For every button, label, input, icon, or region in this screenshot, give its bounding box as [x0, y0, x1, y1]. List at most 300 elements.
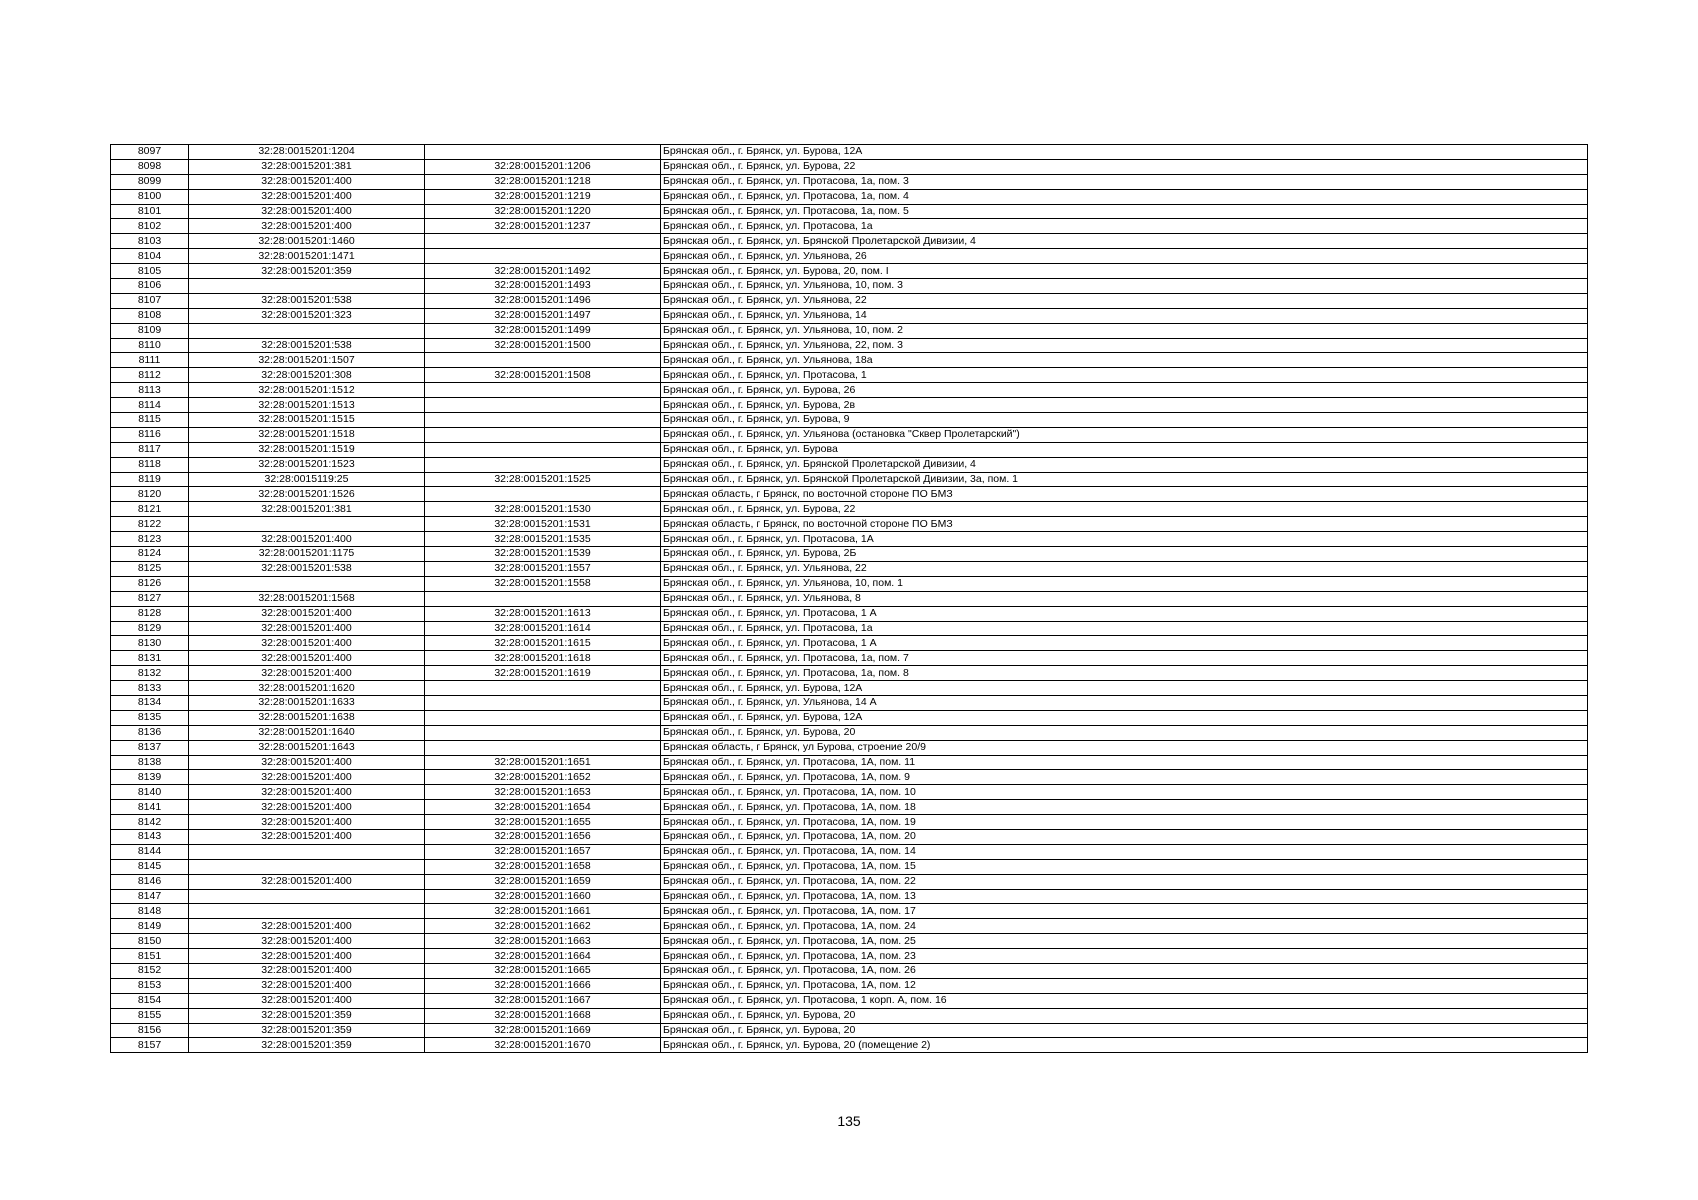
land-cadastral-number-cell: 32:28:0015201:359	[189, 1008, 425, 1023]
table-row	[111, 1038, 1588, 1053]
table-row	[111, 725, 1588, 740]
row-number-cell: 8120	[111, 487, 189, 502]
address-cell: Брянская обл., г. Брянск, ул. Протасова, 1А, пом. 15	[661, 859, 1588, 874]
address-cell: Брянская обл., г. Брянск, ул. Протасова, 1А, пом. 19	[661, 815, 1588, 830]
land-cadastral-number-cell: 32:28:0015201:400	[189, 636, 425, 651]
address-cell: Брянская обл., г. Брянск, ул. Протасова, 1А, пом. 14	[661, 844, 1588, 859]
land-cadastral-number-cell: 32:28:0015201:400	[189, 755, 425, 770]
address-cell: Брянская обл., г. Брянск, ул. Протасова, 1 А	[661, 636, 1588, 651]
land-cadastral-number-cell: 32:28:0015201:359	[189, 1023, 425, 1038]
table-row	[111, 353, 1588, 368]
row-number-cell: 8116	[111, 427, 189, 442]
table-row	[111, 919, 1588, 934]
row-number-cell: 8157	[111, 1038, 189, 1053]
land-cadastral-number-cell: 32:28:0015201:538	[189, 293, 425, 308]
table-row	[111, 398, 1588, 413]
land-cadastral-number-cell: 32:28:0015201:400	[189, 874, 425, 889]
row-number-cell: 8145	[111, 859, 189, 874]
object-cadastral-number-cell: 32:28:0015201:1619	[425, 666, 661, 681]
object-cadastral-number-cell: 32:28:0015201:1557	[425, 561, 661, 576]
address-cell: Брянская обл., г. Брянск, ул. Протасова, 1а, пом. 4	[661, 189, 1588, 204]
object-cadastral-number-cell: 32:28:0015201:1531	[425, 517, 661, 532]
address-cell: Брянская обл., г. Брянск, ул. Брянской Пролетарской Дивизии, 4	[661, 234, 1588, 249]
table-row	[111, 636, 1588, 651]
row-number-cell: 8153	[111, 978, 189, 993]
address-cell: Брянская обл., г. Брянск, ул. Бурова, 12А	[661, 145, 1588, 160]
land-cadastral-number-cell: 32:28:0015201:359	[189, 264, 425, 279]
land-cadastral-number-cell: 32:28:0015201:538	[189, 338, 425, 353]
row-number-cell: 8132	[111, 666, 189, 681]
object-cadastral-number-cell	[425, 725, 661, 740]
table-row	[111, 293, 1588, 308]
row-number-cell: 8122	[111, 517, 189, 532]
table-row	[111, 204, 1588, 219]
address-cell: Брянская обл., г. Брянск, ул. Протасова, 1А, пом. 26	[661, 963, 1588, 978]
land-cadastral-number-cell: 32:28:0015201:1513	[189, 398, 425, 413]
table-row	[111, 904, 1588, 919]
object-cadastral-number-cell: 32:28:0015201:1615	[425, 636, 661, 651]
land-cadastral-number-cell: 32:28:0015201:1568	[189, 591, 425, 606]
object-cadastral-number-cell: 32:28:0015201:1651	[425, 755, 661, 770]
table-row	[111, 368, 1588, 383]
table-row	[111, 800, 1588, 815]
table-row	[111, 770, 1588, 785]
land-cadastral-number-cell: 32:28:0015201:1643	[189, 740, 425, 755]
table-row	[111, 249, 1588, 264]
address-cell: Брянская обл., г. Брянск, ул. Протасова, 1А, пом. 22	[661, 874, 1588, 889]
table-row	[111, 859, 1588, 874]
object-cadastral-number-cell: 32:28:0015201:1496	[425, 293, 661, 308]
land-cadastral-number-cell: 32:28:0015201:1638	[189, 710, 425, 725]
row-number-cell: 8137	[111, 740, 189, 755]
object-cadastral-number-cell	[425, 398, 661, 413]
address-cell: Брянская обл., г. Брянск, ул. Протасова, 1А, пом. 13	[661, 889, 1588, 904]
row-number-cell: 8097	[111, 145, 189, 160]
row-number-cell: 8156	[111, 1023, 189, 1038]
row-number-cell: 8152	[111, 963, 189, 978]
land-cadastral-number-cell: 32:28:0015201:400	[189, 993, 425, 1008]
address-cell: Брянская обл., г. Брянск, ул. Бурова, 2Б	[661, 547, 1588, 562]
land-cadastral-number-cell	[189, 279, 425, 294]
table-row	[111, 755, 1588, 770]
object-cadastral-number-cell	[425, 145, 661, 160]
address-cell: Брянская обл., г. Брянск, ул. Протасова, 1А, пом. 24	[661, 919, 1588, 934]
land-cadastral-number-cell: 32:28:0015201:1526	[189, 487, 425, 502]
row-number-cell: 8155	[111, 1008, 189, 1023]
address-cell: Брянская обл., г. Брянск, ул. Ульянова, 22	[661, 293, 1588, 308]
row-number-cell: 8128	[111, 606, 189, 621]
row-number-cell: 8124	[111, 547, 189, 562]
object-cadastral-number-cell: 32:28:0015201:1530	[425, 502, 661, 517]
row-number-cell: 8107	[111, 293, 189, 308]
land-cadastral-number-cell: 32:28:0015201:400	[189, 815, 425, 830]
address-cell: Брянская обл., г. Брянск, ул. Ульянова, 26	[661, 249, 1588, 264]
row-number-cell: 8109	[111, 323, 189, 338]
object-cadastral-number-cell: 32:28:0015201:1493	[425, 279, 661, 294]
object-cadastral-number-cell	[425, 427, 661, 442]
object-cadastral-number-cell: 32:28:0015201:1618	[425, 651, 661, 666]
object-cadastral-number-cell: 32:28:0015201:1659	[425, 874, 661, 889]
land-cadastral-number-cell: 32:28:0015201:1515	[189, 413, 425, 428]
row-number-cell: 8115	[111, 413, 189, 428]
object-cadastral-number-cell: 32:28:0015201:1237	[425, 219, 661, 234]
row-number-cell: 8133	[111, 681, 189, 696]
land-cadastral-number-cell: 32:28:0015201:359	[189, 1038, 425, 1053]
table-row	[111, 189, 1588, 204]
object-cadastral-number-cell	[425, 695, 661, 710]
land-cadastral-number-cell: 32:28:0015119:25	[189, 472, 425, 487]
land-cadastral-number-cell	[189, 889, 425, 904]
land-cadastral-number-cell: 32:28:0015201:400	[189, 606, 425, 621]
land-cadastral-number-cell: 32:28:0015201:1518	[189, 427, 425, 442]
row-number-cell: 8140	[111, 785, 189, 800]
object-cadastral-number-cell: 32:28:0015201:1508	[425, 368, 661, 383]
address-cell: Брянская обл., г. Брянск, ул. Протасова, 1а, пом. 5	[661, 204, 1588, 219]
address-cell: Брянская обл., г. Брянск, ул. Протасова, 1А, пом. 9	[661, 770, 1588, 785]
row-number-cell: 8099	[111, 174, 189, 189]
row-number-cell: 8102	[111, 219, 189, 234]
land-cadastral-number-cell: 32:28:0015201:400	[189, 666, 425, 681]
address-cell: Брянская обл., г. Брянск, ул. Ульянова, 10, пом. 1	[661, 576, 1588, 591]
table-row	[111, 561, 1588, 576]
table-row	[111, 219, 1588, 234]
address-cell: Брянская обл., г. Брянск, ул. Бурова, 12А	[661, 710, 1588, 725]
object-cadastral-number-cell	[425, 383, 661, 398]
address-cell: Брянская обл., г. Брянск, ул. Протасова, 1А, пом. 23	[661, 949, 1588, 964]
row-number-cell: 8129	[111, 621, 189, 636]
address-cell: Брянская обл., г. Брянск, ул. Протасова, 1	[661, 368, 1588, 383]
object-cadastral-number-cell: 32:28:0015201:1667	[425, 993, 661, 1008]
object-cadastral-number-cell: 32:28:0015201:1668	[425, 1008, 661, 1023]
table-row	[111, 338, 1588, 353]
table-row	[111, 159, 1588, 174]
land-cadastral-number-cell: 32:28:0015201:381	[189, 159, 425, 174]
table-row	[111, 442, 1588, 457]
land-cadastral-number-cell: 32:28:0015201:400	[189, 621, 425, 636]
row-number-cell: 8098	[111, 159, 189, 174]
address-cell: Брянская обл., г. Брянск, ул. Протасова, 1А, пом. 12	[661, 978, 1588, 993]
address-cell: Брянская обл., г. Брянск, ул. Бурова, 9	[661, 413, 1588, 428]
land-cadastral-number-cell: 32:28:0015201:400	[189, 204, 425, 219]
row-number-cell: 8111	[111, 353, 189, 368]
land-cadastral-number-cell: 32:28:0015201:400	[189, 189, 425, 204]
land-cadastral-number-cell: 32:28:0015201:1512	[189, 383, 425, 398]
land-cadastral-number-cell: 32:28:0015201:1507	[189, 353, 425, 368]
row-number-cell: 8103	[111, 234, 189, 249]
land-cadastral-number-cell: 32:28:0015201:1519	[189, 442, 425, 457]
row-number-cell: 8127	[111, 591, 189, 606]
row-number-cell: 8125	[111, 561, 189, 576]
address-cell: Брянская обл., г. Брянск, ул. Протасова, 1А, пом. 18	[661, 800, 1588, 815]
table-row	[111, 591, 1588, 606]
land-cadastral-number-cell: 32:28:0015201:400	[189, 770, 425, 785]
land-cadastral-number-cell	[189, 844, 425, 859]
address-cell: Брянская обл., г. Брянск, ул. Бурова, 26	[661, 383, 1588, 398]
table-row	[111, 413, 1588, 428]
row-number-cell: 8113	[111, 383, 189, 398]
table-row	[111, 547, 1588, 562]
object-cadastral-number-cell: 32:28:0015201:1499	[425, 323, 661, 338]
table-row	[111, 815, 1588, 830]
table-row	[111, 323, 1588, 338]
land-cadastral-number-cell: 32:28:0015201:400	[189, 532, 425, 547]
table-row	[111, 487, 1588, 502]
object-cadastral-number-cell	[425, 442, 661, 457]
address-cell: Брянская обл., г. Брянск, ул. Протасова, 1 корп. А, пом. 16	[661, 993, 1588, 1008]
object-cadastral-number-cell	[425, 353, 661, 368]
object-cadastral-number-cell	[425, 710, 661, 725]
land-cadastral-number-cell: 32:28:0015201:400	[189, 949, 425, 964]
row-number-cell: 8130	[111, 636, 189, 651]
address-cell: Брянская обл., г. Брянск, ул. Бурова, 20 (помещение 2)	[661, 1038, 1588, 1053]
address-cell: Брянская обл., г. Брянск, ул. Протасова, 1 А	[661, 606, 1588, 621]
row-number-cell: 8148	[111, 904, 189, 919]
object-cadastral-number-cell: 32:28:0015201:1664	[425, 949, 661, 964]
object-cadastral-number-cell: 32:28:0015201:1654	[425, 800, 661, 815]
row-number-cell: 8151	[111, 949, 189, 964]
address-cell: Брянская обл., г. Брянск, ул. Бурова	[661, 442, 1588, 457]
row-number-cell: 8110	[111, 338, 189, 353]
table-row	[111, 606, 1588, 621]
address-cell: Брянская обл., г. Брянск, ул. Брянской Пролетарской Дивизии, 4	[661, 457, 1588, 472]
table-row	[111, 532, 1588, 547]
row-number-cell: 8112	[111, 368, 189, 383]
address-cell: Брянская обл., г. Брянск, ул. Ульянова, 14 А	[661, 695, 1588, 710]
address-cell: Брянская обл., г. Брянск, ул. Протасова, 1А, пом. 10	[661, 785, 1588, 800]
object-cadastral-number-cell: 32:28:0015201:1613	[425, 606, 661, 621]
table-row	[111, 889, 1588, 904]
table-row	[111, 710, 1588, 725]
land-cadastral-number-cell: 32:28:0015201:1620	[189, 681, 425, 696]
row-number-cell: 8147	[111, 889, 189, 904]
row-number-cell: 8119	[111, 472, 189, 487]
land-cadastral-number-cell: 32:28:0015201:400	[189, 800, 425, 815]
table-row	[111, 785, 1588, 800]
address-cell: Брянская обл., г. Брянск, ул. Бурова, 2в	[661, 398, 1588, 413]
address-cell: Брянская обл., г. Брянск, ул. Протасова, 1а	[661, 219, 1588, 234]
land-cadastral-number-cell	[189, 517, 425, 532]
address-cell: Брянская обл., г. Брянск, ул. Протасова, 1а	[661, 621, 1588, 636]
table-row	[111, 1008, 1588, 1023]
object-cadastral-number-cell: 32:28:0015201:1670	[425, 1038, 661, 1053]
object-cadastral-number-cell	[425, 591, 661, 606]
table-row	[111, 308, 1588, 323]
land-cadastral-number-cell	[189, 576, 425, 591]
table-row	[111, 517, 1588, 532]
object-cadastral-number-cell: 32:28:0015201:1614	[425, 621, 661, 636]
row-number-cell: 8136	[111, 725, 189, 740]
object-cadastral-number-cell: 32:28:0015201:1669	[425, 1023, 661, 1038]
row-number-cell: 8154	[111, 993, 189, 1008]
object-cadastral-number-cell: 32:28:0015201:1661	[425, 904, 661, 919]
table-row	[111, 651, 1588, 666]
object-cadastral-number-cell: 32:28:0015201:1666	[425, 978, 661, 993]
land-cadastral-number-cell: 32:28:0015201:1204	[189, 145, 425, 160]
row-number-cell: 8142	[111, 815, 189, 830]
land-cadastral-number-cell: 32:28:0015201:400	[189, 963, 425, 978]
object-cadastral-number-cell: 32:28:0015201:1655	[425, 815, 661, 830]
object-cadastral-number-cell	[425, 681, 661, 696]
table-row	[111, 502, 1588, 517]
address-cell: Брянская обл., г. Брянск, ул. Бурова, 22	[661, 502, 1588, 517]
table-row	[111, 963, 1588, 978]
address-cell: Брянская обл., г. Брянск, ул. Бурова, 20	[661, 1008, 1588, 1023]
address-cell: Брянская область, г Брянск, по восточной стороне ПО БМЗ	[661, 487, 1588, 502]
address-cell: Брянская обл., г. Брянск, ул. Бурова, 20, пом. I	[661, 264, 1588, 279]
address-cell: Брянская обл., г. Брянск, ул. Ульянова, 22, пом. 3	[661, 338, 1588, 353]
land-cadastral-number-cell: 32:28:0015201:1523	[189, 457, 425, 472]
table-row	[111, 457, 1588, 472]
row-number-cell: 8104	[111, 249, 189, 264]
table-body	[111, 145, 1588, 1053]
row-number-cell: 8101	[111, 204, 189, 219]
address-cell: Брянская обл., г. Брянск, ул. Бурова, 12А	[661, 681, 1588, 696]
table-row	[111, 279, 1588, 294]
address-cell: Брянская обл., г. Брянск, ул. Протасова, 1а, пом. 8	[661, 666, 1588, 681]
land-cadastral-number-cell: 32:28:0015201:381	[189, 502, 425, 517]
object-cadastral-number-cell: 32:28:0015201:1218	[425, 174, 661, 189]
object-cadastral-number-cell	[425, 234, 661, 249]
row-number-cell: 8100	[111, 189, 189, 204]
object-cadastral-number-cell	[425, 487, 661, 502]
object-cadastral-number-cell	[425, 457, 661, 472]
table-row	[111, 621, 1588, 636]
row-number-cell: 8126	[111, 576, 189, 591]
address-cell: Брянская обл., г. Брянск, ул. Ульянова, 10, пом. 3	[661, 279, 1588, 294]
object-cadastral-number-cell: 32:28:0015201:1206	[425, 159, 661, 174]
land-cadastral-number-cell: 32:28:0015201:400	[189, 829, 425, 844]
object-cadastral-number-cell: 32:28:0015201:1660	[425, 889, 661, 904]
table-row	[111, 472, 1588, 487]
row-number-cell: 8134	[111, 695, 189, 710]
object-cadastral-number-cell: 32:28:0015201:1653	[425, 785, 661, 800]
row-number-cell: 8123	[111, 532, 189, 547]
land-cadastral-number-cell: 32:28:0015201:323	[189, 308, 425, 323]
property-register-table	[110, 144, 1588, 1053]
address-cell: Брянская обл., г. Брянск, ул. Протасова, 1А, пом. 25	[661, 934, 1588, 949]
land-cadastral-number-cell: 32:28:0015201:400	[189, 919, 425, 934]
row-number-cell: 8117	[111, 442, 189, 457]
address-cell: Брянская обл., г. Брянск, ул. Бурова, 22	[661, 159, 1588, 174]
land-cadastral-number-cell	[189, 859, 425, 874]
land-cadastral-number-cell: 32:28:0015201:400	[189, 174, 425, 189]
address-cell: Брянская обл., г. Брянск, ул. Ульянова, 8	[661, 591, 1588, 606]
table-row	[111, 949, 1588, 964]
object-cadastral-number-cell: 32:28:0015201:1662	[425, 919, 661, 934]
row-number-cell: 8144	[111, 844, 189, 859]
object-cadastral-number-cell: 32:28:0015201:1535	[425, 532, 661, 547]
row-number-cell: 8105	[111, 264, 189, 279]
object-cadastral-number-cell: 32:28:0015201:1219	[425, 189, 661, 204]
address-cell: Брянская обл., г. Брянск, ул. Ульянова, 14	[661, 308, 1588, 323]
table-row	[111, 993, 1588, 1008]
object-cadastral-number-cell: 32:28:0015201:1220	[425, 204, 661, 219]
address-cell: Брянская обл., г. Брянск, ул. Протасова, 1а, пом. 3	[661, 174, 1588, 189]
land-cadastral-number-cell: 32:28:0015201:400	[189, 219, 425, 234]
land-cadastral-number-cell: 32:28:0015201:1460	[189, 234, 425, 249]
table-row	[111, 145, 1588, 160]
object-cadastral-number-cell: 32:28:0015201:1497	[425, 308, 661, 323]
object-cadastral-number-cell: 32:28:0015201:1663	[425, 934, 661, 949]
address-cell: Брянская обл., г. Брянск, ул. Ульянова, 18а	[661, 353, 1588, 368]
table-row	[111, 1023, 1588, 1038]
address-cell: Брянская обл., г. Брянск, ул. Ульянова, 22	[661, 561, 1588, 576]
object-cadastral-number-cell: 32:28:0015201:1492	[425, 264, 661, 279]
table-row	[111, 844, 1588, 859]
object-cadastral-number-cell: 32:28:0015201:1539	[425, 547, 661, 562]
object-cadastral-number-cell: 32:28:0015201:1665	[425, 963, 661, 978]
row-number-cell: 8118	[111, 457, 189, 472]
land-cadastral-number-cell: 32:28:0015201:1633	[189, 695, 425, 710]
object-cadastral-number-cell: 32:28:0015201:1558	[425, 576, 661, 591]
address-cell: Брянская обл., г. Брянск, ул. Протасова, 1А	[661, 532, 1588, 547]
land-cadastral-number-cell: 32:28:0015201:308	[189, 368, 425, 383]
object-cadastral-number-cell: 32:28:0015201:1652	[425, 770, 661, 785]
row-number-cell: 8108	[111, 308, 189, 323]
table-row	[111, 666, 1588, 681]
address-cell: Брянская обл., г. Брянск, ул. Бурова, 20	[661, 1023, 1588, 1038]
object-cadastral-number-cell	[425, 740, 661, 755]
land-cadastral-number-cell	[189, 904, 425, 919]
row-number-cell: 8143	[111, 829, 189, 844]
address-cell: Брянская обл., г. Брянск, ул. Бурова, 20	[661, 725, 1588, 740]
land-cadastral-number-cell: 32:28:0015201:400	[189, 785, 425, 800]
land-cadastral-number-cell: 32:28:0015201:1471	[189, 249, 425, 264]
table-row	[111, 576, 1588, 591]
address-cell: Брянская обл., г. Брянск, ул. Протасова, 1а, пом. 7	[661, 651, 1588, 666]
object-cadastral-number-cell: 32:28:0015201:1656	[425, 829, 661, 844]
table-row	[111, 695, 1588, 710]
land-cadastral-number-cell: 32:28:0015201:400	[189, 651, 425, 666]
land-cadastral-number-cell: 32:28:0015201:538	[189, 561, 425, 576]
row-number-cell: 8139	[111, 770, 189, 785]
object-cadastral-number-cell	[425, 413, 661, 428]
table-row	[111, 934, 1588, 949]
table-row	[111, 740, 1588, 755]
row-number-cell: 8131	[111, 651, 189, 666]
address-cell: Брянская обл., г. Брянск, ул. Протасова, 1А, пом. 17	[661, 904, 1588, 919]
address-cell: Брянская обл., г. Брянск, ул. Протасова, 1А, пом. 20	[661, 829, 1588, 844]
row-number-cell: 8150	[111, 934, 189, 949]
row-number-cell: 8146	[111, 874, 189, 889]
address-cell: Брянская обл., г. Брянск, ул. Брянской Пролетарской Дивизии, 3а, пом. 1	[661, 472, 1588, 487]
row-number-cell: 8141	[111, 800, 189, 815]
object-cadastral-number-cell: 32:28:0015201:1657	[425, 844, 661, 859]
row-number-cell: 8121	[111, 502, 189, 517]
row-number-cell: 8114	[111, 398, 189, 413]
land-cadastral-number-cell: 32:28:0015201:400	[189, 978, 425, 993]
land-cadastral-number-cell	[189, 323, 425, 338]
table-row	[111, 874, 1588, 889]
object-cadastral-number-cell: 32:28:0015201:1525	[425, 472, 661, 487]
row-number-cell: 8135	[111, 710, 189, 725]
table-row	[111, 174, 1588, 189]
object-cadastral-number-cell	[425, 249, 661, 264]
address-cell: Брянская обл., г. Брянск, ул. Протасова, 1А, пом. 11	[661, 755, 1588, 770]
table-row	[111, 383, 1588, 398]
address-cell: Брянская обл., г. Брянск, ул. Ульянова (остановка "Сквер Пролетарский")	[661, 427, 1588, 442]
land-cadastral-number-cell: 32:28:0015201:1640	[189, 725, 425, 740]
object-cadastral-number-cell: 32:28:0015201:1500	[425, 338, 661, 353]
page-number: 135	[837, 1113, 861, 1129]
address-cell: Брянская область, г Брянск, ул Бурова, строение 20/9	[661, 740, 1588, 755]
address-cell: Брянская обл., г. Брянск, ул. Ульянова, 10, пом. 2	[661, 323, 1588, 338]
address-cell: Брянская область, г Брянск, по восточной стороне ПО БМЗ	[661, 517, 1588, 532]
row-number-cell: 8138	[111, 755, 189, 770]
table-row	[111, 681, 1588, 696]
table-row	[111, 427, 1588, 442]
table-row	[111, 829, 1588, 844]
